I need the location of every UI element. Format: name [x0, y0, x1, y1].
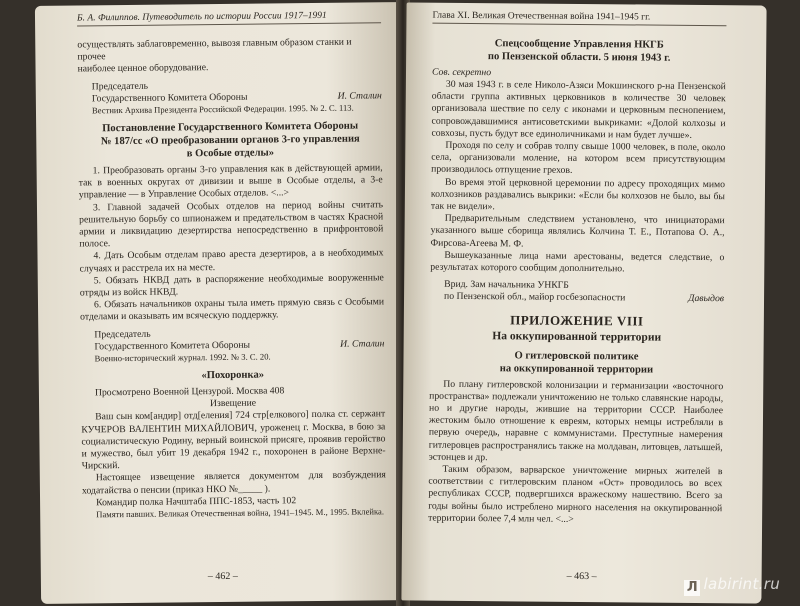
running-head-left: Б. А. Филиппов. Путеводитель по истории России 1917–1991	[77, 10, 381, 26]
signature-org: Государственного Комитета Обороны	[91, 91, 248, 105]
page-number-left: – 462 –	[207, 570, 238, 583]
signature-name: Давыдов	[688, 293, 725, 305]
signature-line: Врид. Зам начальника УНКГБ	[444, 279, 569, 292]
signature-title: Председатель	[91, 80, 149, 92]
body-paragraph: Таким образом, варварское уничтожение мирных жителей в соответствии с гитлеровским планом «Ост» проводилось во всех республиках СССР, подвергшихся вражескому нашествию. Всего за годы войны было истреблено мирного населения на оккупированной территории более 7,4 млн чел. <...>	[428, 463, 723, 525]
intro-line: осуществлять заблаговременно, вывозя главным образом станки и прочее	[77, 36, 352, 63]
message-paragraph: Предварительным следствием установлено, что инициаторами указанного выше сборища являлись Колчина Т. Е., Потапова О. А., Фирсова-Агеева М. Ф.	[430, 213, 725, 250]
signature-row	[430, 291, 724, 306]
heading-line: О гитлеровской политике	[514, 350, 639, 363]
message-paragraph: Вышеуказанные лица нами арестованы, ведется следствие, о результатах которого сообщим дополнительно.	[430, 249, 725, 275]
page-number-right: – 463 –	[566, 570, 597, 583]
message-paragraph: 30 мая 1943 г. в селе Николо-Азяси Мокшинского р-на Пензенской области группа активных церковников в количестве 30 человек организовала шествие по селу с иконами и церковным песнопением, сопровождавшимися антисоветскими выкриками: «Долой колхозы и совхозы, пусть будут все единоличниками и нам будет лучше».	[431, 78, 726, 141]
labirint-logo-icon: Л	[684, 580, 700, 596]
signature-title: Председатель	[94, 328, 151, 340]
intro-line: наиболее ценное оборудование.	[77, 62, 209, 75]
source-citation: Военно-исторический журнал. 1992. № 3. С. 20.	[94, 351, 271, 364]
censor-line: Просмотрено Военной Цензурой. Москва 408	[94, 385, 285, 399]
heading-line: по Пензенской области. 5 июня 1943 г.	[487, 51, 671, 64]
decree-point: 6. Обязать начальников охраны тыла иметь прямую связь с Особыми отделами и оказывать им всяческую поддержку.	[80, 296, 385, 323]
section-heading	[429, 348, 723, 377]
running-head-right: Глава XI. Великая Отечественная война 1941–1945 гг.	[432, 11, 726, 27]
decree-point: 3. Главной задачей Особых отделов на период войны считать решительную борьбу со шпионажем и предательством в частях Красной армии и ликвидацию дезертирства непосредственно в прифронтовой полосе.	[79, 198, 384, 250]
decree-heading	[78, 119, 382, 161]
heading-line: на оккупированной территории	[499, 362, 654, 376]
decree-point: 4. Дать Особым отделам право ареста дезертиров, а в необходимых случаях и расстрела их на месте.	[79, 247, 384, 275]
signature-org: Государственного Комитета Обороны	[94, 339, 251, 353]
message-heading	[432, 37, 726, 66]
watermark	[684, 575, 780, 596]
right-page	[401, 2, 766, 603]
heading-line: Постановление Государственного Комитета Обороны	[102, 120, 359, 135]
appendix-title: ПРИЛОЖЕНИЕ VIII	[510, 312, 644, 329]
message-paragraph: Во время этой церковной церемонии по адресу проходящих мимо колхозников раздавались выкрики: «Если бы колхозов не было, вы бы так не видели».	[430, 176, 726, 213]
heading-line: в Особые отделы»	[186, 147, 275, 160]
decree-point: 5. Обязать НКВД дать в распоряжение необходимые вооруженные отряды из войск НКВД.	[79, 272, 384, 299]
source-citation: Вестник Архива Президента Российской Федерации. 1995. № 2. С. 113.	[91, 102, 354, 116]
signature-name: И. Сталин	[340, 338, 385, 350]
appendix-subtitle: На оккупированной территории	[492, 329, 662, 344]
left-page	[35, 2, 405, 604]
notice-doc: Настоящее извещение является документом для возбуждения ходатайства о пенсии (приказ НКО №_____ ).	[81, 469, 386, 497]
commander-line: Командир полка Начштаба ППС-1853, часть 102	[96, 495, 297, 509]
notice-word: Извещение	[209, 397, 257, 410]
heading-line: Спецсообщение Управления НКГБ	[494, 38, 664, 51]
body-paragraph: По плану гитлеровской колонизации и германизации «восточного пространства» подлежали уничтожению не только славянские народы, но и другие народы, жившие на территории СССР. Наиболее жестоким было отношение к евреям, которых немцы истребляли в первую очередь, наравне с коммунистами. Преступные намерения гитлеровцев распространялись также на молдаван, литовцев, латышей, эстонцев и др.	[428, 378, 724, 464]
signature-name: И. Сталин	[337, 90, 382, 102]
heading-line: № 187/сс «О преобразовании органов 3-го управления	[100, 133, 360, 148]
signature-org: по Пензенской обл., майор госбезопасности	[444, 291, 626, 304]
source-citation: Памяти павших. Великая Отечественная война, 1941–1945. М., 1995. Вклейка.	[96, 506, 385, 520]
pohoronka-heading: «Похоронка»	[201, 369, 265, 382]
watermark-text: labirint.ru	[703, 575, 780, 593]
message-paragraph: Проходя по селу и собрав толпу свыше 1000 человек, в поле, около села, организовали моление, на котором всем присутствующим производилось отпущение грехов.	[431, 139, 726, 177]
secret-stamp: Сов. секретно	[431, 66, 492, 79]
notice-text: Ваш сын ком[андир] отд[еления] 724 стр[елкового] полка ст. сержант КУЧЕРОВ ВАЛЕНТИН МИХАЙЛОВИЧ, уроженец г. Москва, в бою за социалистическую Родину, верный воинской присяге, проявив геройство и мужество, был убит 19 декабря 1942 г., похоронен в районе Верхне-Чирский.	[81, 408, 386, 472]
decree-point: 1. Преобразовать органы 3-го управления как в действующей армии, так в военных округах от дивизии и выше в Особые отделы, а 3-е управление — в Управление Особых отделов. <...>	[78, 162, 383, 201]
